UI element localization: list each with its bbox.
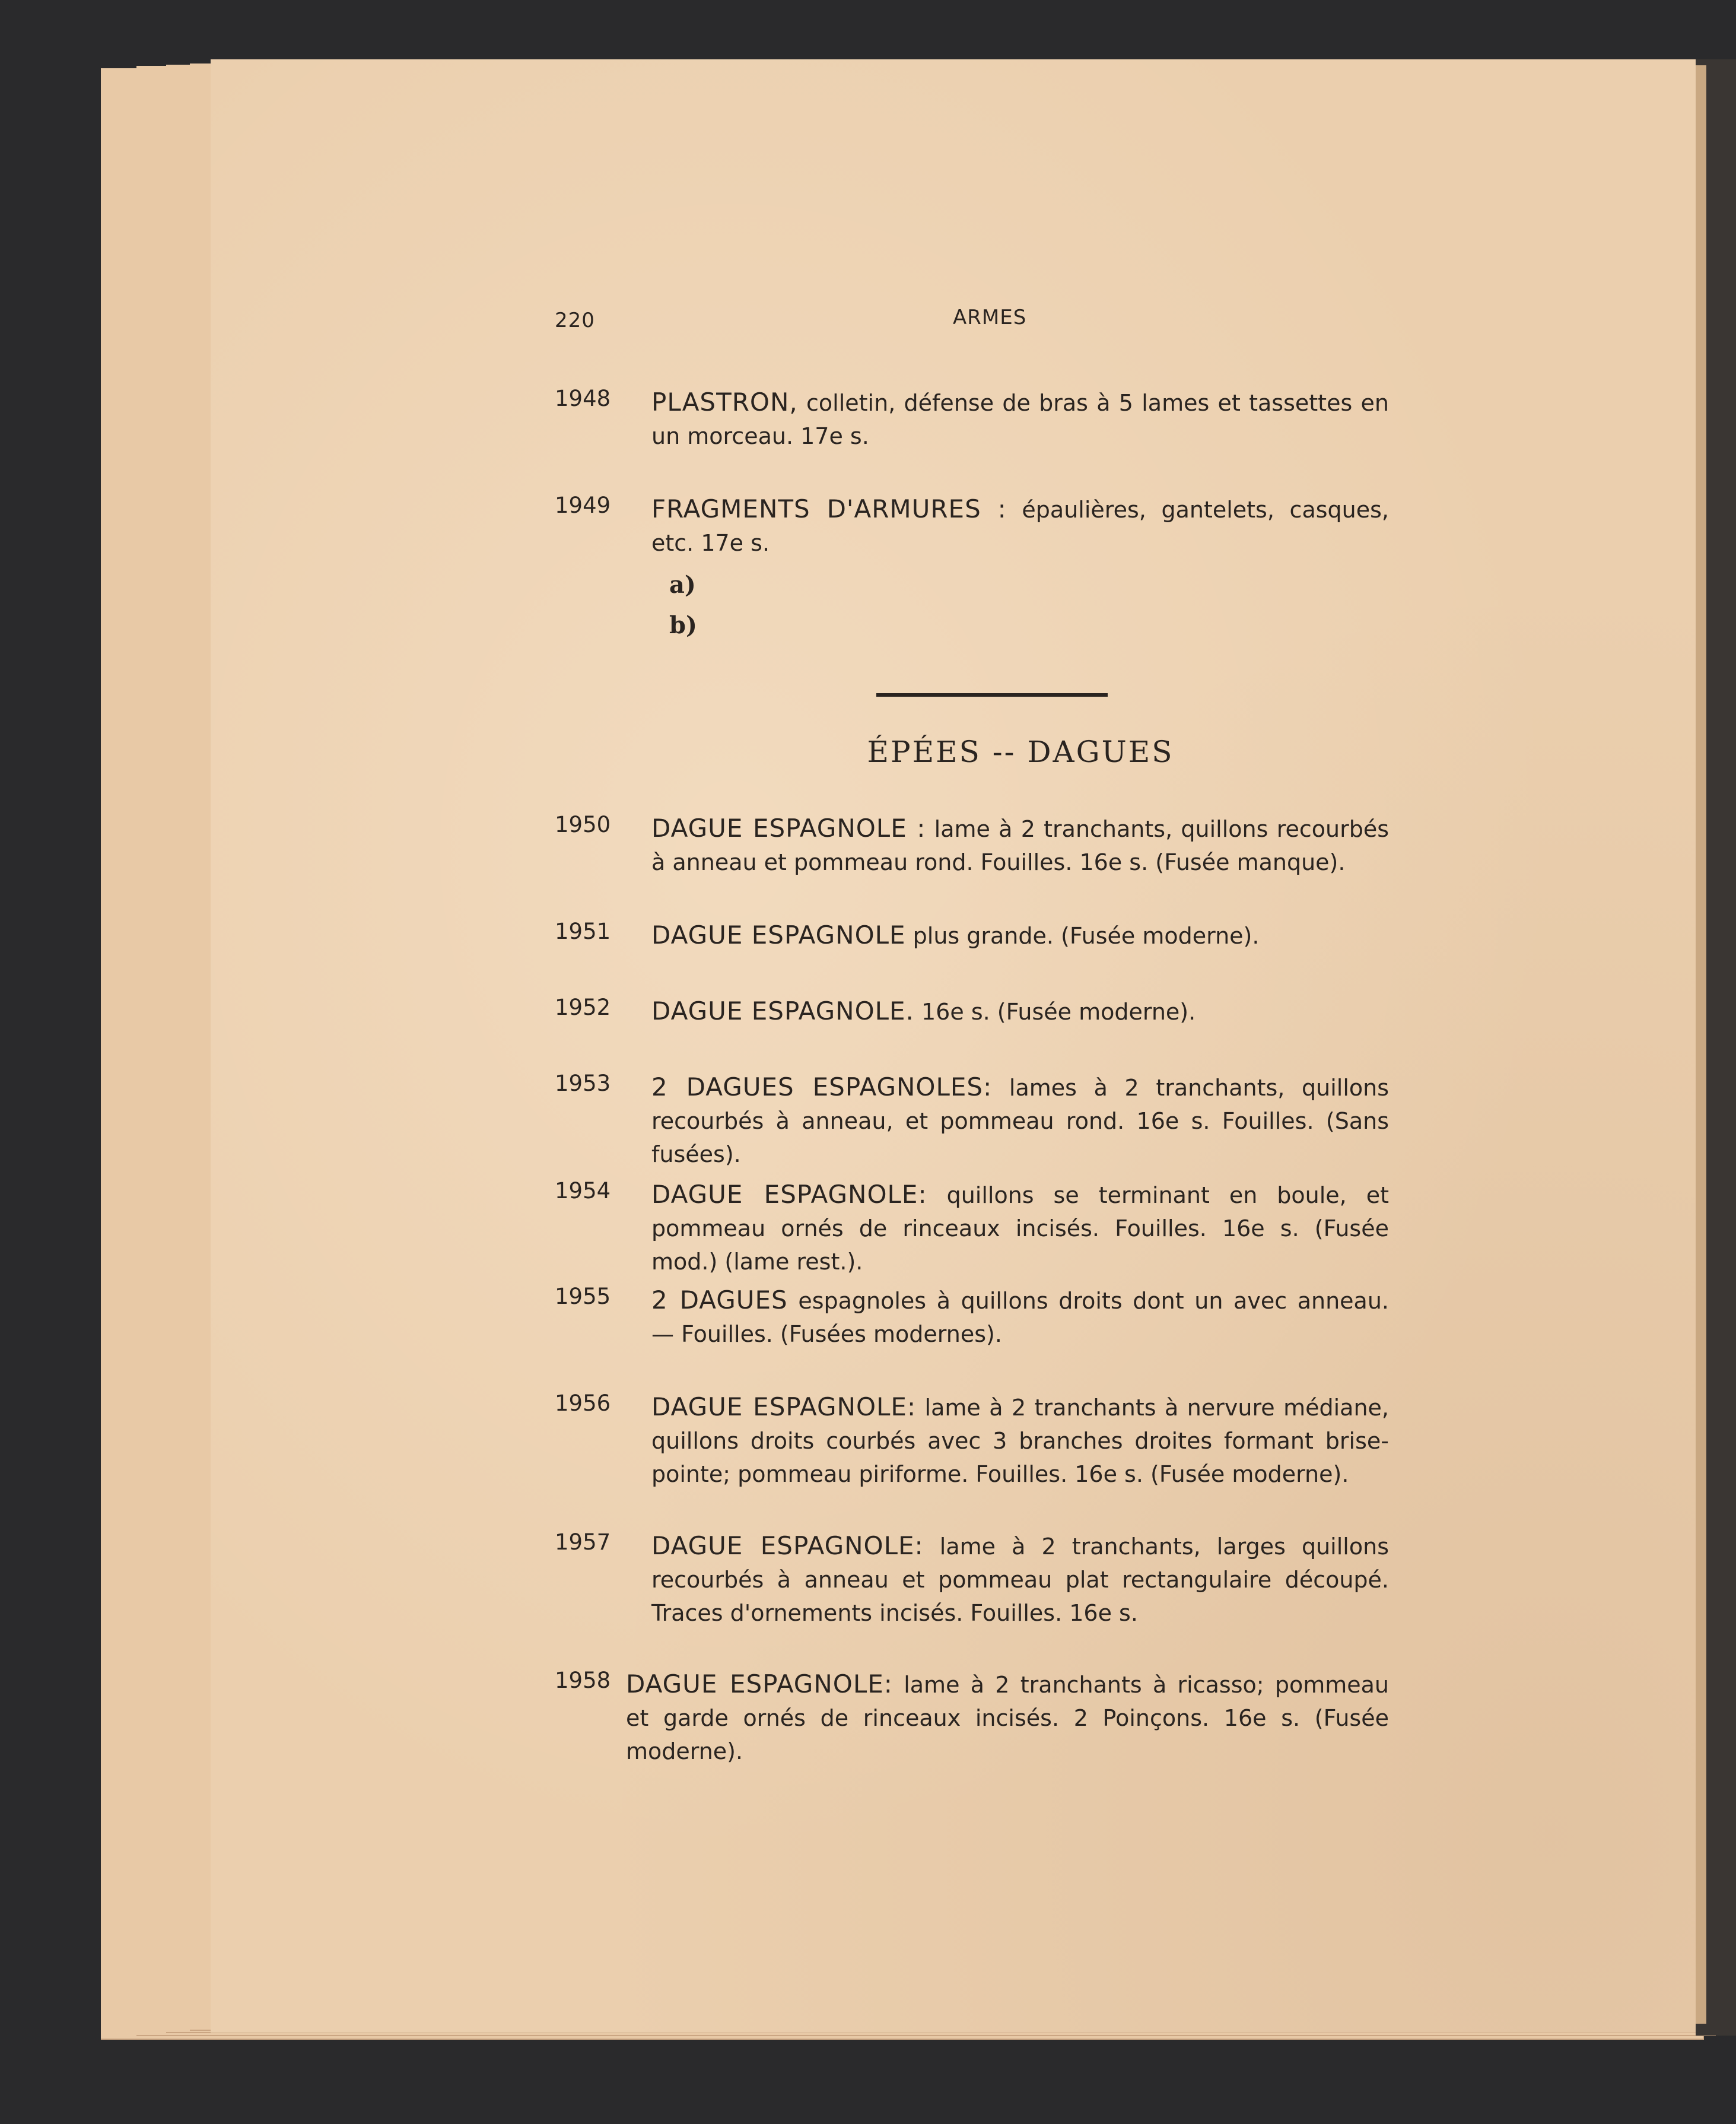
facing-page-edge (1696, 65, 1706, 2024)
section-divider (876, 693, 1108, 697)
entry-text (651, 1529, 1389, 1630)
entry-description: lame à 2 tranchants à nervure médiane, quillons droits courbés avec 3 branches droites formant brise-pointe; pommeau piriforme. Fouilles. 16e s. (Fusée moderne). (651, 1395, 1389, 1487)
entry-head: DAGUE ESPAGNOLE: (651, 1180, 927, 1209)
entry-text (651, 995, 1389, 1028)
running-title: ARMES (953, 306, 1027, 329)
entry-description: 16e s. (Fusée moderne). (914, 999, 1196, 1025)
sub-item-b: b) (669, 611, 697, 639)
entry-text (651, 919, 1389, 953)
entry-number: 1958 (555, 1668, 611, 1693)
entry-number: 1954 (555, 1178, 611, 1204)
entry-number: 1952 (555, 995, 611, 1020)
page-number: 220 (555, 309, 595, 332)
entry-text (651, 1390, 1389, 1491)
entry-text (651, 1284, 1389, 1351)
entry-head: PLASTRON, (651, 388, 798, 417)
entry-head: DAGUE ESPAGNOLE. (651, 996, 914, 1026)
entry-head: 2 DAGUES ESPAGNOLES: (651, 1072, 993, 1101)
entry-number: 1948 (555, 386, 611, 411)
entry-text (626, 1668, 1389, 1768)
entry-description: colletin, défense de bras à 5 lames et tassettes en un morceau. 17e s. (651, 390, 1389, 449)
entry-number: 1949 (555, 493, 611, 518)
entry-number: 1957 (555, 1529, 611, 1555)
entry-number: 1951 (555, 919, 611, 944)
entry-description: plus grande. (Fusée moderne). (905, 923, 1260, 949)
entry-head: DAGUE ESPAGNOLE (651, 920, 906, 950)
section-title: ÉPÉES -- DAGUES (867, 735, 1174, 769)
entry-text (651, 386, 1389, 453)
entry-text (651, 1178, 1389, 1278)
entry-head: DAGUE ESPAGNOLE: (626, 1669, 893, 1698)
entry-head: DAGUE ESPAGNOLE: (651, 1531, 924, 1560)
entry-text (651, 493, 1389, 560)
entry-description: quillons se terminant en boule, et pommeau ornés de rinceaux incisés. Fouilles. 16e s. (Fusée mod.) (lame rest.). (651, 1182, 1389, 1275)
entry-number: 1956 (555, 1390, 611, 1416)
entry-description: lame à 2 tranchants, larges quillons recourbés à anneau et pommeau plat rectangulaire découpé. Traces d'ornements incisés. Fouilles. 16e s. (651, 1534, 1389, 1626)
entry-head: DAGUE ESPAGNOLE: (651, 1392, 917, 1421)
entry-head: DAGUE ESPAGNOLE : (651, 814, 926, 843)
entry-number: 1950 (555, 812, 611, 837)
entry-description: épaulières, gantelets, casques, etc. 17e s. (651, 497, 1389, 556)
entry-description: lame à 2 tranchants à ricasso; pommeau et garde ornés de rinceaux incisés. 2 Poinçons. 16e s. (Fusée moderne). (626, 1672, 1389, 1764)
entry-number: 1955 (555, 1284, 611, 1309)
entry-description: lame à 2 tranchants, quillons recourbés à anneau et pommeau rond. Fouilles. 16e s. (Fusée manque). (651, 816, 1390, 875)
entry-head: FRAGMENTS D'ARMURES : (651, 494, 1007, 523)
entry-number: 1953 (555, 1071, 611, 1096)
entry-description: lames à 2 tranchants, quillons recourbés à anneau, et pommeau rond. 16e s. Fouilles. (Sans fusées). (651, 1075, 1390, 1167)
entry-text (651, 1071, 1389, 1171)
entry-text (651, 812, 1389, 879)
entry-description: espagnoles à quillons droits dont un avec anneau. — Fouilles. (Fusées modernes). (651, 1288, 1389, 1347)
sub-item-a: a) (669, 571, 696, 599)
entry-head: 2 DAGUES (651, 1285, 788, 1315)
